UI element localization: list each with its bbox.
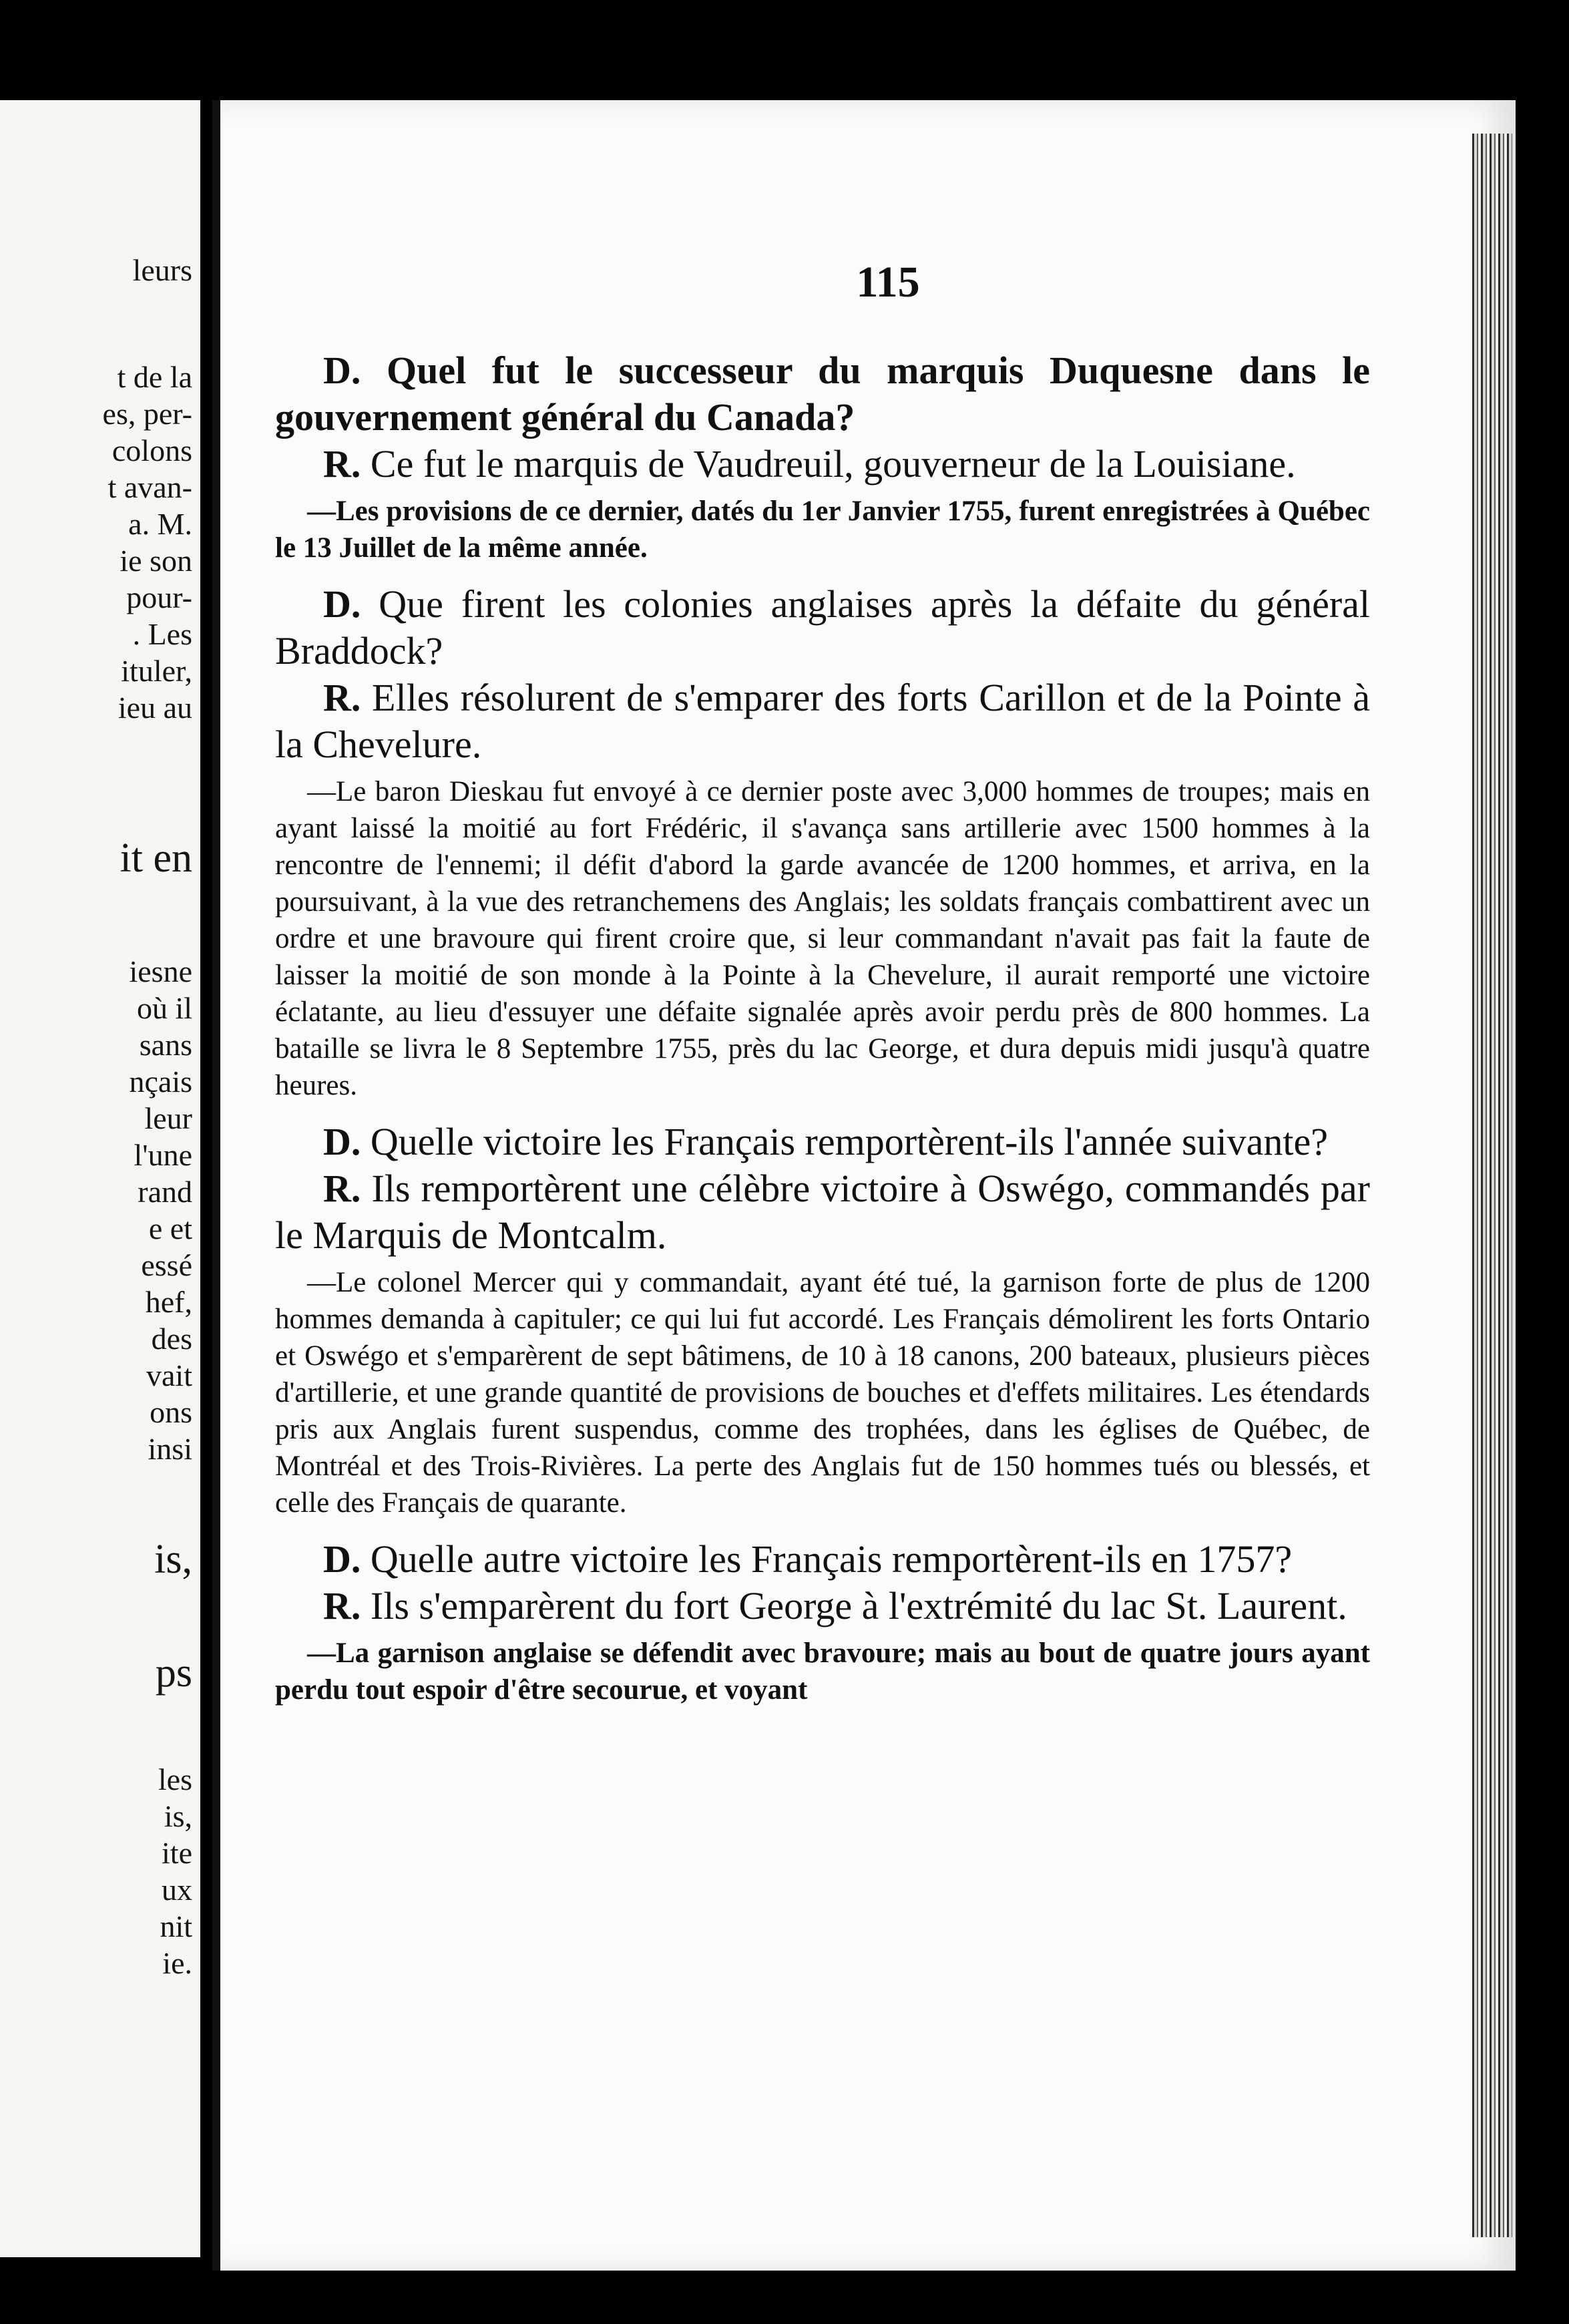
facing-page-fragment: t de la xyxy=(117,360,192,394)
question-text: Que firent les colonies anglaises après la défaite du général Braddock? xyxy=(275,582,1370,672)
facing-page-fragment: des xyxy=(151,1322,192,1356)
question-marker: D. xyxy=(323,1120,361,1163)
historical-note: —Le colonel Mercer qui y commandait, ayant été tué, la garnison forte de plus de 1200 hommes demanda à capituler; ce qui lui fut accordé. Les Français démolirent les forts Ontario et Oswégo et s'emparèrent de sept bâtimens, de 10 à 18 canons, 200 bateaux, plusieurs pièces d'artillerie, et une grande quantité de provisions de bouches et d'effets militaires. Les étendards pris aux Anglais furent suspendus, comme des trophées, dans les églises de Québec, de Montréal et des Trois-Rivières. La perte des Anglais fut de 150 hommes tués ou blessés, et celle des Français de quarante. xyxy=(275,1267,1370,1519)
historical-note: —Les provisions de ce dernier, datés du 1er Janvier 1755, furent enregistrées à Québec le 13 Juillet de la même année. xyxy=(275,496,1370,564)
facing-page-fragment: . Les xyxy=(132,617,192,651)
facing-page-fragment: es, per- xyxy=(102,397,192,431)
facing-page-fragment: les xyxy=(158,1762,192,1796)
question-text: Quelle autre victoire les Français remportèrent-ils en 1757? xyxy=(370,1537,1293,1581)
answer xyxy=(275,441,1370,488)
page-text xyxy=(275,347,1370,1723)
facing-page-fragment: pour- xyxy=(126,580,192,614)
facing-page-fragment: vait xyxy=(146,1358,192,1392)
historical-note: —La garnison anglaise se défendit avec bravoure; mais au bout de quatre jours ayant perdu tout espoir d'être secourue, et voyant xyxy=(275,1637,1370,1706)
facing-page-fragment: où il xyxy=(136,991,192,1025)
historical-note: —Le baron Dieskau fut envoyé à ce dernier poste avec 3,000 hommes de troupes; mais en ayant laissé la moitié au fort Frédéric, il s'avança sans artillerie avec 1500 hommes à la rencontre de l'ennemi; il défit d'abord la garde avancée de 1200 hommes, et arriva, en la poursuivant, à la vue des retranchemens des Anglais; les soldats français combattirent avec un ordre et une bravoure qui firent croire que, si leur commandant n'avait pas fait la faute de laisser la moitié de son monde à la Pointe à la Chevelure, il aurait remporté une victoire éclatante, au lieu d'essuyer une défaite signalée après avoir perdu près de 800 hommes. La bataille se livra le 8 Septembre 1755, près du lac George, et dura depuis midi jusqu'à quatre heures. xyxy=(275,776,1370,1101)
facing-page xyxy=(0,100,200,2257)
facing-page-fragment: ie. xyxy=(162,1946,192,1980)
facing-page-fragment: sans xyxy=(139,1028,192,1062)
facing-page-fragment: ons xyxy=(150,1395,192,1429)
facing-page-fragment: ux xyxy=(162,1873,192,1907)
facing-page-fragment: ie son xyxy=(120,544,192,578)
answer-marker: R. xyxy=(323,676,361,719)
question xyxy=(275,347,1370,441)
page-number: 115 xyxy=(856,258,920,307)
facing-page-fragment: leur xyxy=(144,1101,192,1135)
answer-text: Ce fut le marquis de Vaudreuil, gouverneur de la Louisiane. xyxy=(370,442,1296,486)
facing-page-fragment: ite xyxy=(162,1836,192,1870)
facing-page-fragment: ps xyxy=(155,1650,192,1696)
facing-page-fragment: essé xyxy=(141,1248,192,1282)
book-page xyxy=(212,100,1516,2271)
facing-page-fragment: nit xyxy=(160,1909,192,1943)
facing-page-fragment: a. M. xyxy=(128,507,192,541)
answer-text: Elles résolurent de s'emparer des forts Carillon et de la Pointe à la Chevelure. xyxy=(275,676,1370,766)
facing-page-fragment: ituler, xyxy=(121,654,192,688)
question-marker: D. xyxy=(323,582,361,626)
facing-page-fragment: rand xyxy=(138,1175,192,1209)
facing-page-fragment: colons xyxy=(111,433,192,467)
question xyxy=(275,1119,1370,1165)
question-text: Quelle victoire les Français remportèrent-ils l'année suivante? xyxy=(370,1120,1329,1163)
answer-text: Ils s'emparèrent du fort George à l'extrémité du lac St. Laurent. xyxy=(370,1584,1347,1627)
answer xyxy=(275,674,1370,768)
answer-marker: R. xyxy=(323,1584,361,1627)
answer-text: Ils remportèrent une célèbre victoire à Oswégo, commandés par le Marquis de Montcalm. xyxy=(275,1167,1370,1257)
facing-page-fragment: iesne xyxy=(129,954,192,988)
facing-page-fragment: is, xyxy=(164,1799,192,1833)
answer xyxy=(275,1165,1370,1259)
answer-marker: R. xyxy=(323,442,361,486)
facing-page-fragment: leurs xyxy=(132,253,192,287)
facing-page-fragment: l'une xyxy=(134,1138,192,1172)
question-marker: D. xyxy=(323,1537,361,1581)
question xyxy=(275,581,1370,674)
facing-page-fragment: ieu au xyxy=(118,691,192,725)
facing-page-fragment: e et xyxy=(148,1211,192,1245)
question-marker: D. xyxy=(323,349,361,392)
answer-marker: R. xyxy=(323,1167,361,1210)
facing-page-fragment: hef, xyxy=(145,1285,192,1319)
question xyxy=(275,1536,1370,1583)
facing-page-fragment: insi xyxy=(148,1432,192,1466)
answer xyxy=(275,1583,1370,1629)
question-text: Quel fut le successeur du marquis Duquesne dans le gouvernement général du Canada? xyxy=(275,349,1370,439)
facing-page-fragment: is, xyxy=(154,1537,192,1582)
page-edge xyxy=(1472,134,1512,2237)
facing-page-fragment: nçais xyxy=(129,1064,192,1099)
facing-page-fragment: t avan- xyxy=(107,470,192,504)
facing-page-fragment: it en xyxy=(120,835,192,881)
